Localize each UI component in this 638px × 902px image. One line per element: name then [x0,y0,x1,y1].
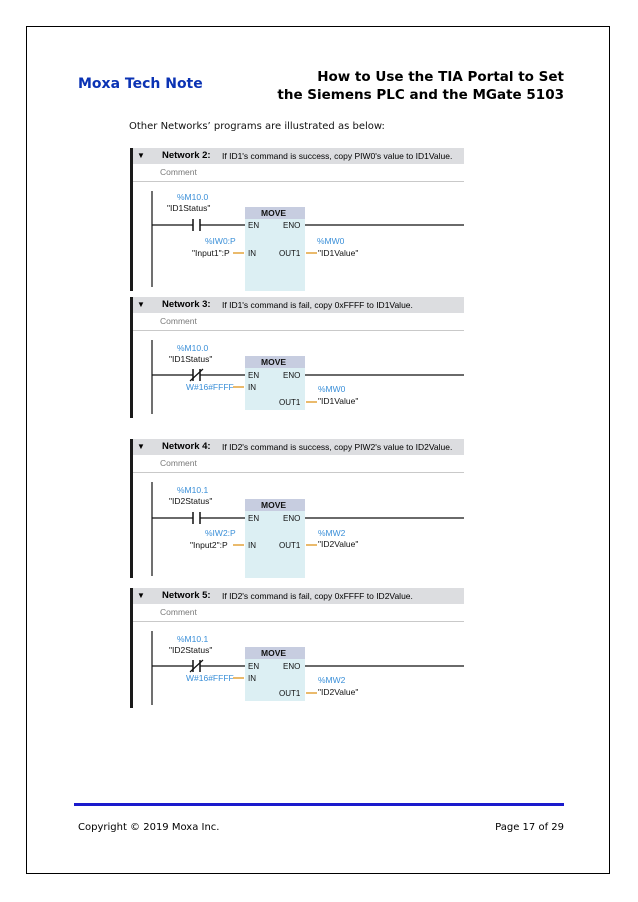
move-block-label: MOVE [261,648,287,658]
eno-pin: ENO [283,662,301,671]
eno-pin: ENO [283,371,301,380]
output-address: %MW0 [317,236,345,246]
output-symbol: "ID1Value" [318,248,359,258]
contact-symbol: "ID2Status" [169,645,213,655]
intro-text: Other Networks’ programs are illustrated as below: [129,121,385,132]
contact-address: %M10.1 [177,634,209,644]
en-pin: EN [248,514,260,523]
network-title: Network 5: [162,590,211,601]
out-pin: OUT1 [279,689,301,698]
move-block-label: MOVE [261,357,287,367]
in-pin: IN [248,383,256,392]
network-4 [130,439,464,578]
comment-label: Comment [160,607,197,617]
output-symbol: "ID1Value" [318,396,359,406]
contact-symbol: "ID2Status" [169,496,213,506]
network-header[interactable] [133,439,464,455]
brand-title: Moxa Tech Note [78,76,203,92]
footer-divider [74,803,564,806]
output-symbol: "ID2Value" [318,539,359,549]
input-symbol: "Input1":P [192,248,230,258]
network-comment[interactable] [133,455,464,473]
contact-symbol: "ID1Status" [169,354,213,364]
out-pin: OUT1 [279,541,301,550]
network-3 [130,297,464,418]
in-pin: IN [248,674,256,683]
network-description: If ID1's command is success, copy PIW0's value to ID1Value. [222,151,453,161]
contact-address: %M10.1 [177,485,209,495]
network-title: Network 2: [162,150,211,161]
comment-label: Comment [160,316,197,326]
network-comment[interactable] [133,164,464,182]
contact-address: %M10.0 [177,192,209,202]
collapse-triangle-icon[interactable]: ▼ [137,151,145,160]
ladder-diagram [130,330,464,418]
output-symbol: "ID2Value" [318,687,359,697]
in-pin: IN [248,249,256,258]
contact-symbol: "ID1Status" [167,203,211,213]
network-comment[interactable] [133,313,464,331]
en-pin: EN [248,662,260,671]
network-title: Network 4: [162,441,211,452]
document-title-line2: the Siemens PLC and the MGate 5103 [277,87,564,103]
no-contact-icon[interactable] [193,512,200,524]
no-contact-icon[interactable] [193,219,200,231]
input-address: %IW0:P [205,236,236,246]
ladder-diagram [130,621,464,708]
out-pin: OUT1 [279,398,301,407]
ladder-diagram [130,472,464,578]
out-pin: OUT1 [279,249,301,258]
collapse-triangle-icon[interactable]: ▼ [137,300,145,309]
eno-pin: ENO [283,514,301,523]
network-2 [130,148,464,291]
ladder-diagram [130,181,464,291]
network-comment[interactable] [133,604,464,622]
input-constant: W#16#FFFF [186,382,234,392]
move-block-label: MOVE [261,500,287,510]
document-title-line1: How to Use the TIA Portal to Set [317,69,564,85]
collapse-triangle-icon[interactable]: ▼ [137,591,145,600]
en-pin: EN [248,371,260,380]
eno-pin: ENO [283,221,301,230]
input-address: %IW2:P [205,528,236,538]
in-pin: IN [248,541,256,550]
output-address: %MW2 [318,675,346,685]
input-constant: W#16#FFFF [186,673,234,683]
network-title: Network 3: [162,299,211,310]
move-block-label: MOVE [261,208,287,218]
network-header[interactable] [133,148,464,164]
input-symbol: "Input2":P [190,540,228,550]
network-description: If ID1's command is fail, copy 0xFFFF to ID1Value. [222,300,413,310]
copyright: Copyright © 2019 Moxa Inc. [78,822,220,833]
contact-address: %M10.0 [177,343,209,353]
network-header[interactable] [133,297,464,313]
document-title [277,68,564,104]
output-address: %MW2 [318,528,346,538]
output-address: %MW0 [318,384,346,394]
page-number: Page 17 of 29 [495,822,564,833]
comment-label: Comment [160,458,197,468]
network-description: If ID2's command is fail, copy 0xFFFF to ID2Value. [222,591,413,601]
comment-label: Comment [160,167,197,177]
en-pin: EN [248,221,260,230]
network-description: If ID2's command is success, copy PIW2's value to ID2Value. [222,442,453,452]
network-header[interactable] [133,588,464,604]
collapse-triangle-icon[interactable]: ▼ [137,442,145,451]
network-5 [130,588,464,708]
